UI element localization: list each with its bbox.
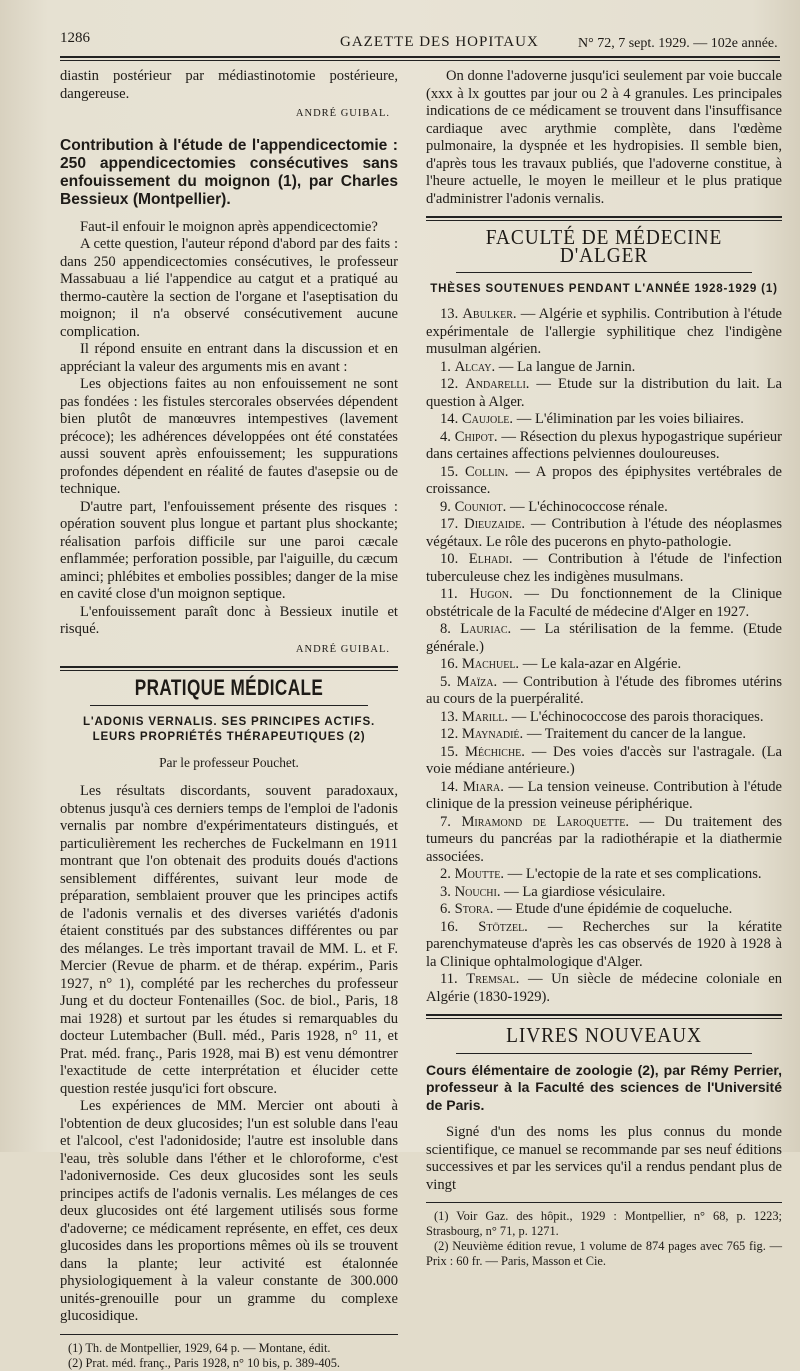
these-author: Andarelli.: [465, 376, 530, 392]
these-author: Maynadié.: [461, 726, 524, 742]
these-author: Méchiche.: [464, 743, 525, 760]
these-author: Maïza.: [456, 673, 498, 690]
lead-signature: ANDRÉ GUIBAL.: [295, 108, 390, 119]
these-author: Collin.: [465, 463, 509, 480]
paragraph: Les expériences de MM. Mercier ont abouti à l'obtention de deux glucosides; l'un est soluble dans l'eau et l'alcool, c'est l'adonidoside; l'autre est insoluble dans l'eau, très soluble dans l'éther et le chloroforme, c'est l'adonivernoside. Ces deux glucosides sont les seuls principes actifs de l'adonis vernalis. Les mélanges de ces deux glucosides ont été largement utilisés sous forme d'adoverne; ce médicament représente, en effet, ces deux glucosides dans les proportions mêmes où ils se trouvent dans la plante; leur activité est étalonnée physiologiquement à la valeur constante de 300.000 unités-grenouille pour un gramme du complexe glucosidique.: [60, 1098, 398, 1324]
article-body-adonis: [60, 783, 398, 1326]
these-author: Moutte.: [454, 866, 505, 882]
these-entry: [426, 359, 782, 377]
these-number: 14.: [440, 778, 459, 795]
article-body-appendicectomie: [60, 219, 398, 639]
paragraph: On donne l'adoverne jusqu'ici seulement par voie buccale (xxx à lx gouttes par jour ou 2 à 4 granules. Les principales indications de ce médicament se trouvent dans l'insuffisance cardiaque avec arythmie complète, dans l'œdème pulmonaire, la dyspnée et les hydropisies. Il semble bien, d'après tous les travaux publiés, que l'adoverne constitue, à l'heure actuelle, le moyen le meilleur et le plus pratique d'administrer l'adonis vernalis.: [426, 68, 782, 207]
these-entry: [426, 621, 782, 656]
these-title: — Du traitement des tumeurs du pancréas par la radiothérapie et la diathermie associées.: [426, 813, 783, 865]
these-title: — La giardiose vésiculaire.: [500, 883, 666, 900]
these-entry: [426, 499, 782, 517]
these-title: — Traitement du cancer de la langue.: [523, 726, 747, 742]
book-text: Signé d'un des noms les plus connus du monde scientifique, ce manuel se recommande par ses neuf éditions successives et par les services qu'il a rendus pendant plus de vingt: [426, 1124, 782, 1193]
these-title: — Etude d'une épidémie de coqueluche.: [493, 901, 733, 917]
these-number: 13.: [440, 708, 459, 725]
these-entry: [426, 884, 782, 902]
footnote: (2) Neuvième édition revue, 1 volume de 874 pages avec 765 fig. — Prix : 60 fr. — Paris, Masson et Cie.: [426, 1239, 782, 1268]
these-title: — Du fonctionnement de la Clinique obstétricale de la Faculté de médecine d'Alger en 1927.: [426, 586, 782, 620]
these-entry: [426, 919, 782, 972]
header-rule: [60, 56, 780, 58]
lead-text: diastin postérieur par médiastinotomie postérieure, dangereuse.: [60, 68, 398, 102]
these-entry: [426, 656, 782, 674]
these-number: 12.: [440, 726, 459, 742]
these-author: Abulker.: [462, 306, 517, 322]
these-entry: [426, 516, 782, 551]
these-title: — La stérilisation de la femme. (Etude générale.): [426, 621, 782, 655]
these-author: Stötzel.: [478, 918, 528, 935]
these-number: 6.: [440, 901, 451, 917]
subtitle-line: LEURS PROPRIÉTÉS THÉRAPEUTIQUES (2): [92, 729, 366, 743]
footnote-rule: [426, 1202, 782, 1203]
these-author: Elhadi.: [468, 551, 513, 567]
these-number: 1.: [440, 358, 451, 375]
right-column: [426, 68, 782, 1269]
these-number: 11.: [440, 586, 458, 602]
these-title: — L'échinococcose rénale.: [506, 498, 668, 515]
these-number: 8.: [440, 621, 451, 637]
article-subtitle: [60, 714, 398, 744]
section-rule: [90, 705, 368, 706]
these-title: — Contribution à l'étude de l'infection tuberculeuse chez les indigènes musulmans.: [426, 551, 782, 585]
these-author: Stora.: [454, 901, 494, 917]
theses-list: [426, 306, 782, 1006]
footnote: (1) Voir Gaz. des hôpit., 1929 : Montpellier, n° 68, p. 1223; Strasbourg, n° 71, p. 1271.: [426, 1209, 782, 1238]
these-title: — Etude sur la distribution du lait. La question à Alger.: [426, 376, 782, 410]
section-divider: [426, 216, 782, 221]
theses-heading: THÈSES SOUTENUES PENDANT L'ANNÉE 1928-1929 (1): [430, 282, 778, 295]
article-signature: ANDRÉ GUIBAL.: [295, 643, 390, 655]
footnote-rule: [60, 1334, 398, 1335]
these-number: 13.: [440, 306, 459, 322]
paragraph: L'enfouissement paraît donc à Bessieux inutile et risqué.: [60, 603, 398, 637]
these-entry: [426, 901, 782, 919]
paragraph: Il répond ensuite en entrant dans la discussion et en appréciant la valeur des arguments mis en avant :: [60, 341, 398, 375]
these-number: 17.: [440, 516, 459, 532]
these-author: Tremsal.: [466, 971, 520, 987]
journal-title: GAZETTE DES HOPITAUX: [340, 34, 539, 50]
these-entry: [426, 866, 782, 884]
these-author: Caujole.: [461, 411, 514, 427]
issue-info: N° 72, 7 sept. 1929. — 102e année.: [578, 36, 778, 51]
these-number: 7.: [440, 813, 451, 830]
these-number: 10.: [440, 551, 459, 567]
article-author: Par le professeur Pouchet.: [159, 754, 299, 770]
section-divider: [426, 1014, 782, 1019]
these-number: 16.: [440, 918, 459, 935]
these-entry: [426, 306, 782, 359]
subtitle-line: L'ADONIS VERNALIS. SES PRINCIPES ACTIFS.: [83, 714, 375, 728]
section-title-pratique: PRATIQUE MÉDICALE: [134, 675, 324, 700]
footnote: (2) Prat. méd. franç., Paris 1928, n° 10 bis, p. 389-405.: [68, 1355, 341, 1370]
section-title-livres: LIVRES NOUVEAUX: [506, 1023, 702, 1047]
these-author: Machuel.: [461, 656, 520, 672]
these-number: 15.: [440, 463, 459, 480]
these-author: Couniot.: [454, 498, 507, 515]
these-number: 12.: [440, 376, 459, 392]
these-title: — Algérie et syphilis. Contribution à l'étude expérimentale de l'allergie syphilitique chez l'indigène musulman algérien.: [426, 306, 782, 357]
these-entry: [426, 744, 782, 779]
book-title: Cours élémentaire de zoologie (2), par Rémy Perrier, professeur à la Faculté des sciences de l'Université de Paris.: [426, 1061, 782, 1113]
these-title: — L'ectopie de la rate et ses complications.: [504, 866, 762, 882]
paragraph: Faut-il enfouir le moignon après appendicectomie?: [80, 218, 378, 235]
footnote: (1) Th. de Montpellier, 1929, 64 p. — Montane, édit.: [68, 1340, 331, 1355]
these-title: — Contribution à l'étude des fibromes utérins au cours de la puerpéralité.: [426, 673, 782, 707]
paragraph: Les résultats discordants, souvent paradoxaux, obtenus jusqu'à ces derniers temps de l'emploi de l'adonis vernalis par nombre d'expérimentateurs distingués, et particulièrement les recherches de Fuckelmann en 1911 montrant que l'on obtenait des produits doués d'actions sensiblement différentes, suivant leur mode de préparation, semblaient prouver que les principes actifs de l'adonis vernalis et des diverses variétés d'adonis étaient constitués par des substances différentes ou par des mélanges. Le très important travail de MM. L. et F. Mercier (Revue de pharm. et de thérap. expérim., Paris 1927, n° 1), complété par les recherches du professeur Jung et du docteur Fontenailles (Soc. de biol., Paris, 18 mai 1928) et surtout par les études si remarquables du docteur Lutembacher (Bull. méd., Paris 1928, n° 11, et Prat. méd. franç., Paris 1928, mai B) est venu démontrer l'exactitude de cette interprétation et élucider cette question restée jusqu'ici fort obscure.: [60, 783, 398, 1097]
these-entry: [426, 551, 782, 586]
these-entry: [426, 411, 782, 429]
these-author: Lauriac.: [460, 621, 512, 637]
paragraph: A cette question, l'auteur répond d'abord par des faits : dans 250 appendicectomies consécutives, le professeur Massabuau a lié l'appendice au catgut et a pratiqué au thermo-cautère la section de l'organe et l'aseptisation du moignon; il n'a observé consécutivement aucune complication.: [60, 236, 398, 340]
these-title: — A propos des épiphysites vertébrales de croissance.: [426, 463, 782, 497]
these-title: — Un siècle de médecine coloniale en Algérie (1830-1929).: [426, 971, 782, 1005]
these-entry: [426, 814, 782, 867]
these-number: 14.: [440, 411, 459, 427]
these-title: — L'élimination par les voies biliaires.: [513, 411, 744, 427]
these-entry: [426, 464, 782, 499]
these-title: — Le kala-azar en Algérie.: [519, 656, 682, 672]
these-title: — Recherches sur la kératite parenchymateuse d'après les cas observés de 1920 à 1928 à la Clinique ophtalmologique d'Alger.: [426, 918, 782, 970]
these-entry: [426, 376, 782, 411]
these-entry: [426, 586, 782, 621]
these-author: Alcay.: [454, 358, 496, 375]
these-entry: [426, 429, 782, 464]
these-number: 9.: [440, 498, 451, 515]
these-title: — Résection du plexus hypogastrique supérieur dans certaines affections pelviennes douloureuses.: [426, 428, 782, 462]
these-author: Dieuzaide.: [464, 516, 526, 532]
these-number: 16.: [440, 656, 459, 672]
article-title-appendicectomie: Contribution à l'étude de l'appendicectomie : 250 appendicectomies consécutives sans enfouissement du moignon (1), par Charles Bessieux (Montpellier).: [60, 136, 398, 208]
section-title-faculte: FACULTÉ DE MÉDECINE D'ALGER: [485, 225, 723, 267]
these-number: 11.: [440, 971, 458, 987]
paragraph: Les objections faites au non enfouissement ne sont pas fondées : les fistules stercorales observées dépendent bien plutôt de manœuvres intempestives (lavement précoce); les adhérences développées ont été constatées aussi souvent après enfouissement; les suppurations profondes dépendent en réalité de fautes d'asepsie ou de technique.: [60, 376, 398, 497]
header-rule-thin: [60, 60, 780, 61]
page-header: [0, 24, 800, 56]
section-rule: [456, 272, 752, 273]
these-number: 2.: [440, 866, 451, 882]
these-number: 5.: [440, 673, 451, 690]
these-author: Nouchi.: [454, 883, 501, 900]
these-author: Chipot.: [454, 428, 498, 445]
these-entry: [426, 726, 782, 744]
these-entry: [426, 971, 782, 1006]
these-number: 4.: [440, 428, 451, 445]
these-entry: [426, 674, 782, 709]
these-number: 15.: [440, 743, 459, 760]
these-title: — La tension veineuse. Contribution à l'étude clinique de la pression veineuse périphérique.: [426, 778, 782, 812]
these-author: Hugon.: [469, 586, 513, 602]
these-title: — La langue de Jarnin.: [495, 358, 636, 375]
these-author: Marill.: [461, 708, 508, 725]
page-number: 1286: [60, 30, 90, 46]
these-title: — Contribution à l'étude des néoplasmes végétaux. Le rôle des pucerons en phyto-pathologie.: [426, 516, 782, 550]
these-title: — L'échinococcose des parois thoraciques.: [507, 708, 764, 725]
section-divider: [60, 666, 398, 671]
section-rule: [456, 1053, 752, 1054]
paragraph: D'autre part, l'enfouissement présente des risques : opération souvent plus longue et partant plus shockante; réalisation parfois difficile sur une paroi cæcale enflammée; perforation possible, par l'aiguille, du cæcum aminci; phlébites et embolies possibles; danger de la mise en cavité close d'un moignon septique.: [60, 498, 399, 602]
these-title: — Des voies d'accès sur l'astragale. (La voie médiane antérieure.): [426, 743, 782, 777]
these-entry: [426, 709, 782, 727]
these-number: 3.: [440, 883, 451, 900]
left-column: [60, 68, 398, 1371]
these-entry: [426, 779, 782, 814]
these-author: Miramond de Laroquette.: [461, 813, 630, 830]
these-author: Miara.: [462, 778, 504, 795]
